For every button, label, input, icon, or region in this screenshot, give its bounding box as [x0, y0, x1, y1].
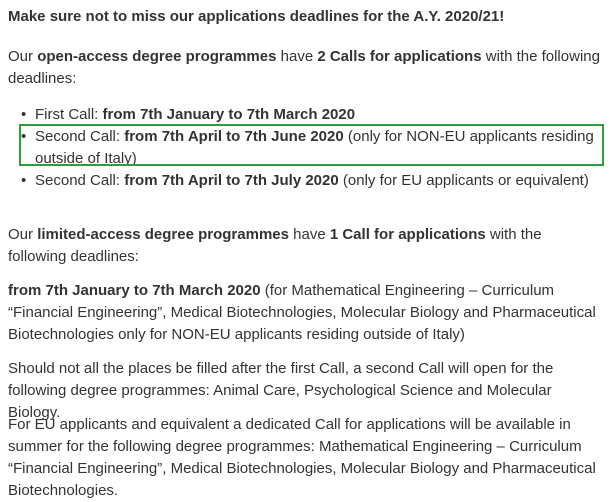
call-dates: from 7th April to 7th June 2020	[124, 128, 344, 145]
open-access-intro	[8, 46, 604, 90]
call-note: (only for NON-EU applicants residing outside of Italy)	[35, 128, 594, 167]
open-intro-suffix: with the following deadlines:	[8, 48, 600, 87]
bullet-icon: •	[21, 172, 27, 189]
call-note: (only for EU applicants or equivalent)	[338, 172, 589, 189]
open-intro-bold: open-access degree programmes	[37, 48, 277, 65]
heading-text: Make sure not to miss our applications deadlines for the A.Y. 2020/21!	[8, 8, 505, 25]
call-dates: from 7th April to 7th July 2020	[124, 172, 339, 189]
open-intro-mid: have	[276, 48, 318, 65]
call-label: First Call:	[35, 106, 103, 123]
limited-intro-bold2: 1 Call for applications	[329, 226, 486, 243]
list-item-first-call	[8, 104, 604, 126]
limited-access-deadline	[8, 280, 604, 346]
call-label: Second Call:	[35, 172, 125, 189]
eu-applicants-paragraph: For EU applicants and equivalent a dedicated Call for applications will be available in summer for the following degree programmes: Mathematical Engineering – Curriculum “Financial Engineering”, Medical Biotechnologies, Molecular Biology and Pharmaceutical Biotechnologies.	[8, 416, 596, 499]
limited-intro-bold: limited-access degree programmes	[37, 226, 289, 243]
highlight-box	[19, 124, 604, 166]
bullet-icon: •	[21, 106, 27, 123]
open-intro-prefix: Our	[8, 48, 38, 65]
limited-dates: from 7th January to 7th March 2020	[8, 282, 261, 299]
call-label: Second Call:	[35, 128, 125, 145]
limited-intro-prefix: Our	[8, 226, 38, 243]
limited-intro-mid: have	[288, 226, 330, 243]
limited-intro-suffix: with the following deadlines:	[8, 226, 542, 265]
bullet-icon: •	[21, 128, 27, 145]
limited-dates-note: (for Mathematical Engineering – Curriculum “Financial Engineering”, Medical Biotechnologies, Molecular Biology and Pharmaceutical Biotechnologies only for NON-EU applicants residing outside of Italy)	[8, 282, 596, 343]
call-dates: from 7th January to 7th March 2020	[102, 106, 356, 123]
page-heading	[8, 6, 604, 28]
list-item-second-call-eu	[8, 170, 604, 192]
second-call-paragraph: Should not all the places be filled after the first Call, a second Call will open for the following degree programmes: Animal Care, Psychological Science and Molecular Biology.	[8, 360, 554, 421]
open-intro-bold2: 2 Calls for applications	[317, 48, 482, 65]
limited-access-intro	[8, 224, 604, 268]
